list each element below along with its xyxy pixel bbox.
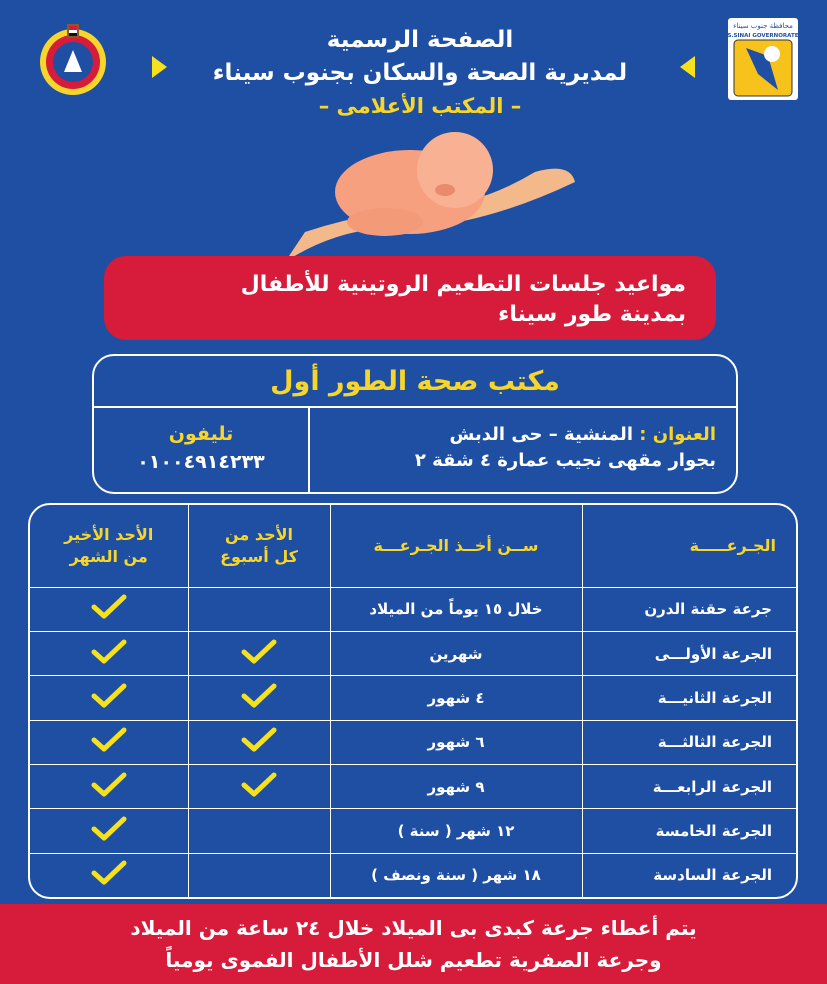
footer-line-2: وجرعة الصفرية تطعيم شلل الأطفال الفموى يومياً xyxy=(165,948,662,972)
dose-cell: الجرعة الثانيـــة xyxy=(582,676,796,720)
health-directorate-emblem-icon xyxy=(38,22,108,96)
dose-cell: الجرعة الخامسة xyxy=(582,809,796,853)
office-info-box xyxy=(92,354,738,494)
weekly-cell xyxy=(188,720,330,764)
monthly-cell xyxy=(30,587,188,631)
banner-subtitle: بمدينة طور سيناء xyxy=(498,302,686,327)
address-line-1 xyxy=(310,422,716,448)
dose-cell: الجرعة الرابعـــة xyxy=(582,765,796,809)
header-monthly-line2: من الشهر xyxy=(69,546,148,566)
monthly-cell xyxy=(30,809,188,853)
footer-banner xyxy=(0,904,827,984)
header-office: – المكتب الأعلامى – xyxy=(318,94,522,118)
age-cell: ١٨ شهر ( سنة ونصف ) xyxy=(330,853,582,897)
address-value: المنشية – حى الدبش xyxy=(449,424,633,445)
address-line-2: بجوار مقهى نجيب عمارة ٤ شقة ٢ xyxy=(414,450,716,471)
south-sinai-governorate-logo-icon xyxy=(728,18,798,100)
weekly-cell xyxy=(188,765,330,809)
checkmark-icon xyxy=(91,639,127,665)
table-row xyxy=(30,720,796,764)
header-subtitle: لمديرية الصحة والسكان بجنوب سيناء xyxy=(212,60,628,86)
dose-cell: الجرعة الأولـــى xyxy=(582,631,796,675)
header-title: الصفحة الرسمية xyxy=(326,27,514,53)
checkmark-icon xyxy=(91,772,127,798)
monthly-cell xyxy=(30,676,188,720)
svg-text:S.SINAI GOVERNORATE: S.SINAI GOVERNORATE xyxy=(728,33,798,39)
age-cell: شهرين xyxy=(330,631,582,675)
weekly-cell xyxy=(188,631,330,675)
checkmark-icon xyxy=(91,860,127,886)
table-row xyxy=(30,809,796,853)
checkmark-icon xyxy=(91,816,127,842)
table-row xyxy=(30,765,796,809)
table-row xyxy=(30,853,796,897)
table-row xyxy=(30,676,796,720)
address-cell xyxy=(308,408,736,494)
dose-cell: الجرعة السادسة xyxy=(582,853,796,897)
footer-line-1: يتم أعطاء جرعة كبدى بى الميلاد خلال ٢٤ ساعة من الميلاد xyxy=(130,916,697,940)
weekly-cell xyxy=(188,587,330,631)
checkmark-icon xyxy=(241,683,277,709)
phone-value: ٠١٠٠٤٩١٤٢٣٣ xyxy=(137,451,265,473)
checkmark-icon xyxy=(241,639,277,665)
page-header xyxy=(160,24,680,122)
svg-text:محافظة جنوب سيناء: محافظة جنوب سيناء xyxy=(733,22,793,30)
table-header-row xyxy=(30,505,796,587)
monthly-cell xyxy=(30,765,188,809)
office-title: مكتب صحة الطور أول xyxy=(94,356,736,408)
address-label: العنوان : xyxy=(639,424,716,445)
age-cell: ٦ شهور xyxy=(330,720,582,764)
title-banner xyxy=(104,256,716,340)
office-contact-row xyxy=(94,408,736,494)
right-arrow-icon xyxy=(680,56,695,78)
checkmark-icon xyxy=(241,772,277,798)
dose-cell: الجرعة الثالثـــة xyxy=(582,720,796,764)
header-weekly xyxy=(188,505,330,587)
header-weekly-line1: الأحد من xyxy=(224,524,294,544)
vaccination-schedule-table xyxy=(28,503,798,899)
phone-label: تليفون xyxy=(168,423,234,445)
weekly-cell xyxy=(188,676,330,720)
header-monthly xyxy=(30,505,188,587)
phone-cell xyxy=(94,408,308,494)
monthly-cell xyxy=(30,720,188,764)
header-monthly-line1: الأحد الأخير xyxy=(64,524,154,544)
dose-cell: جرعة حقنة الدرن xyxy=(582,587,796,631)
age-cell: ١٢ شهر ( سنة ) xyxy=(330,809,582,853)
weekly-cell xyxy=(188,809,330,853)
table-row xyxy=(30,587,796,631)
header-age: ســن أخــذ الجـرعـــة xyxy=(330,505,582,587)
header-weekly-line2: كل أسبوع xyxy=(220,546,298,566)
baby-in-hand-illustration xyxy=(285,132,575,272)
table-row xyxy=(30,631,796,675)
checkmark-icon xyxy=(241,727,277,753)
checkmark-icon xyxy=(91,594,127,620)
age-cell: خلال ١٥ يوماً من الميلاد xyxy=(330,587,582,631)
age-cell: ٤ شهور xyxy=(330,676,582,720)
weekly-cell xyxy=(188,853,330,897)
monthly-cell xyxy=(30,631,188,675)
checkmark-icon xyxy=(91,727,127,753)
age-cell: ٩ شهور xyxy=(330,765,582,809)
monthly-cell xyxy=(30,853,188,897)
banner-title: مواعيد جلسات التطعيم الروتينية للأطفال xyxy=(240,272,686,297)
header-dose: الجـرعـــــة xyxy=(582,505,796,587)
checkmark-icon xyxy=(91,683,127,709)
